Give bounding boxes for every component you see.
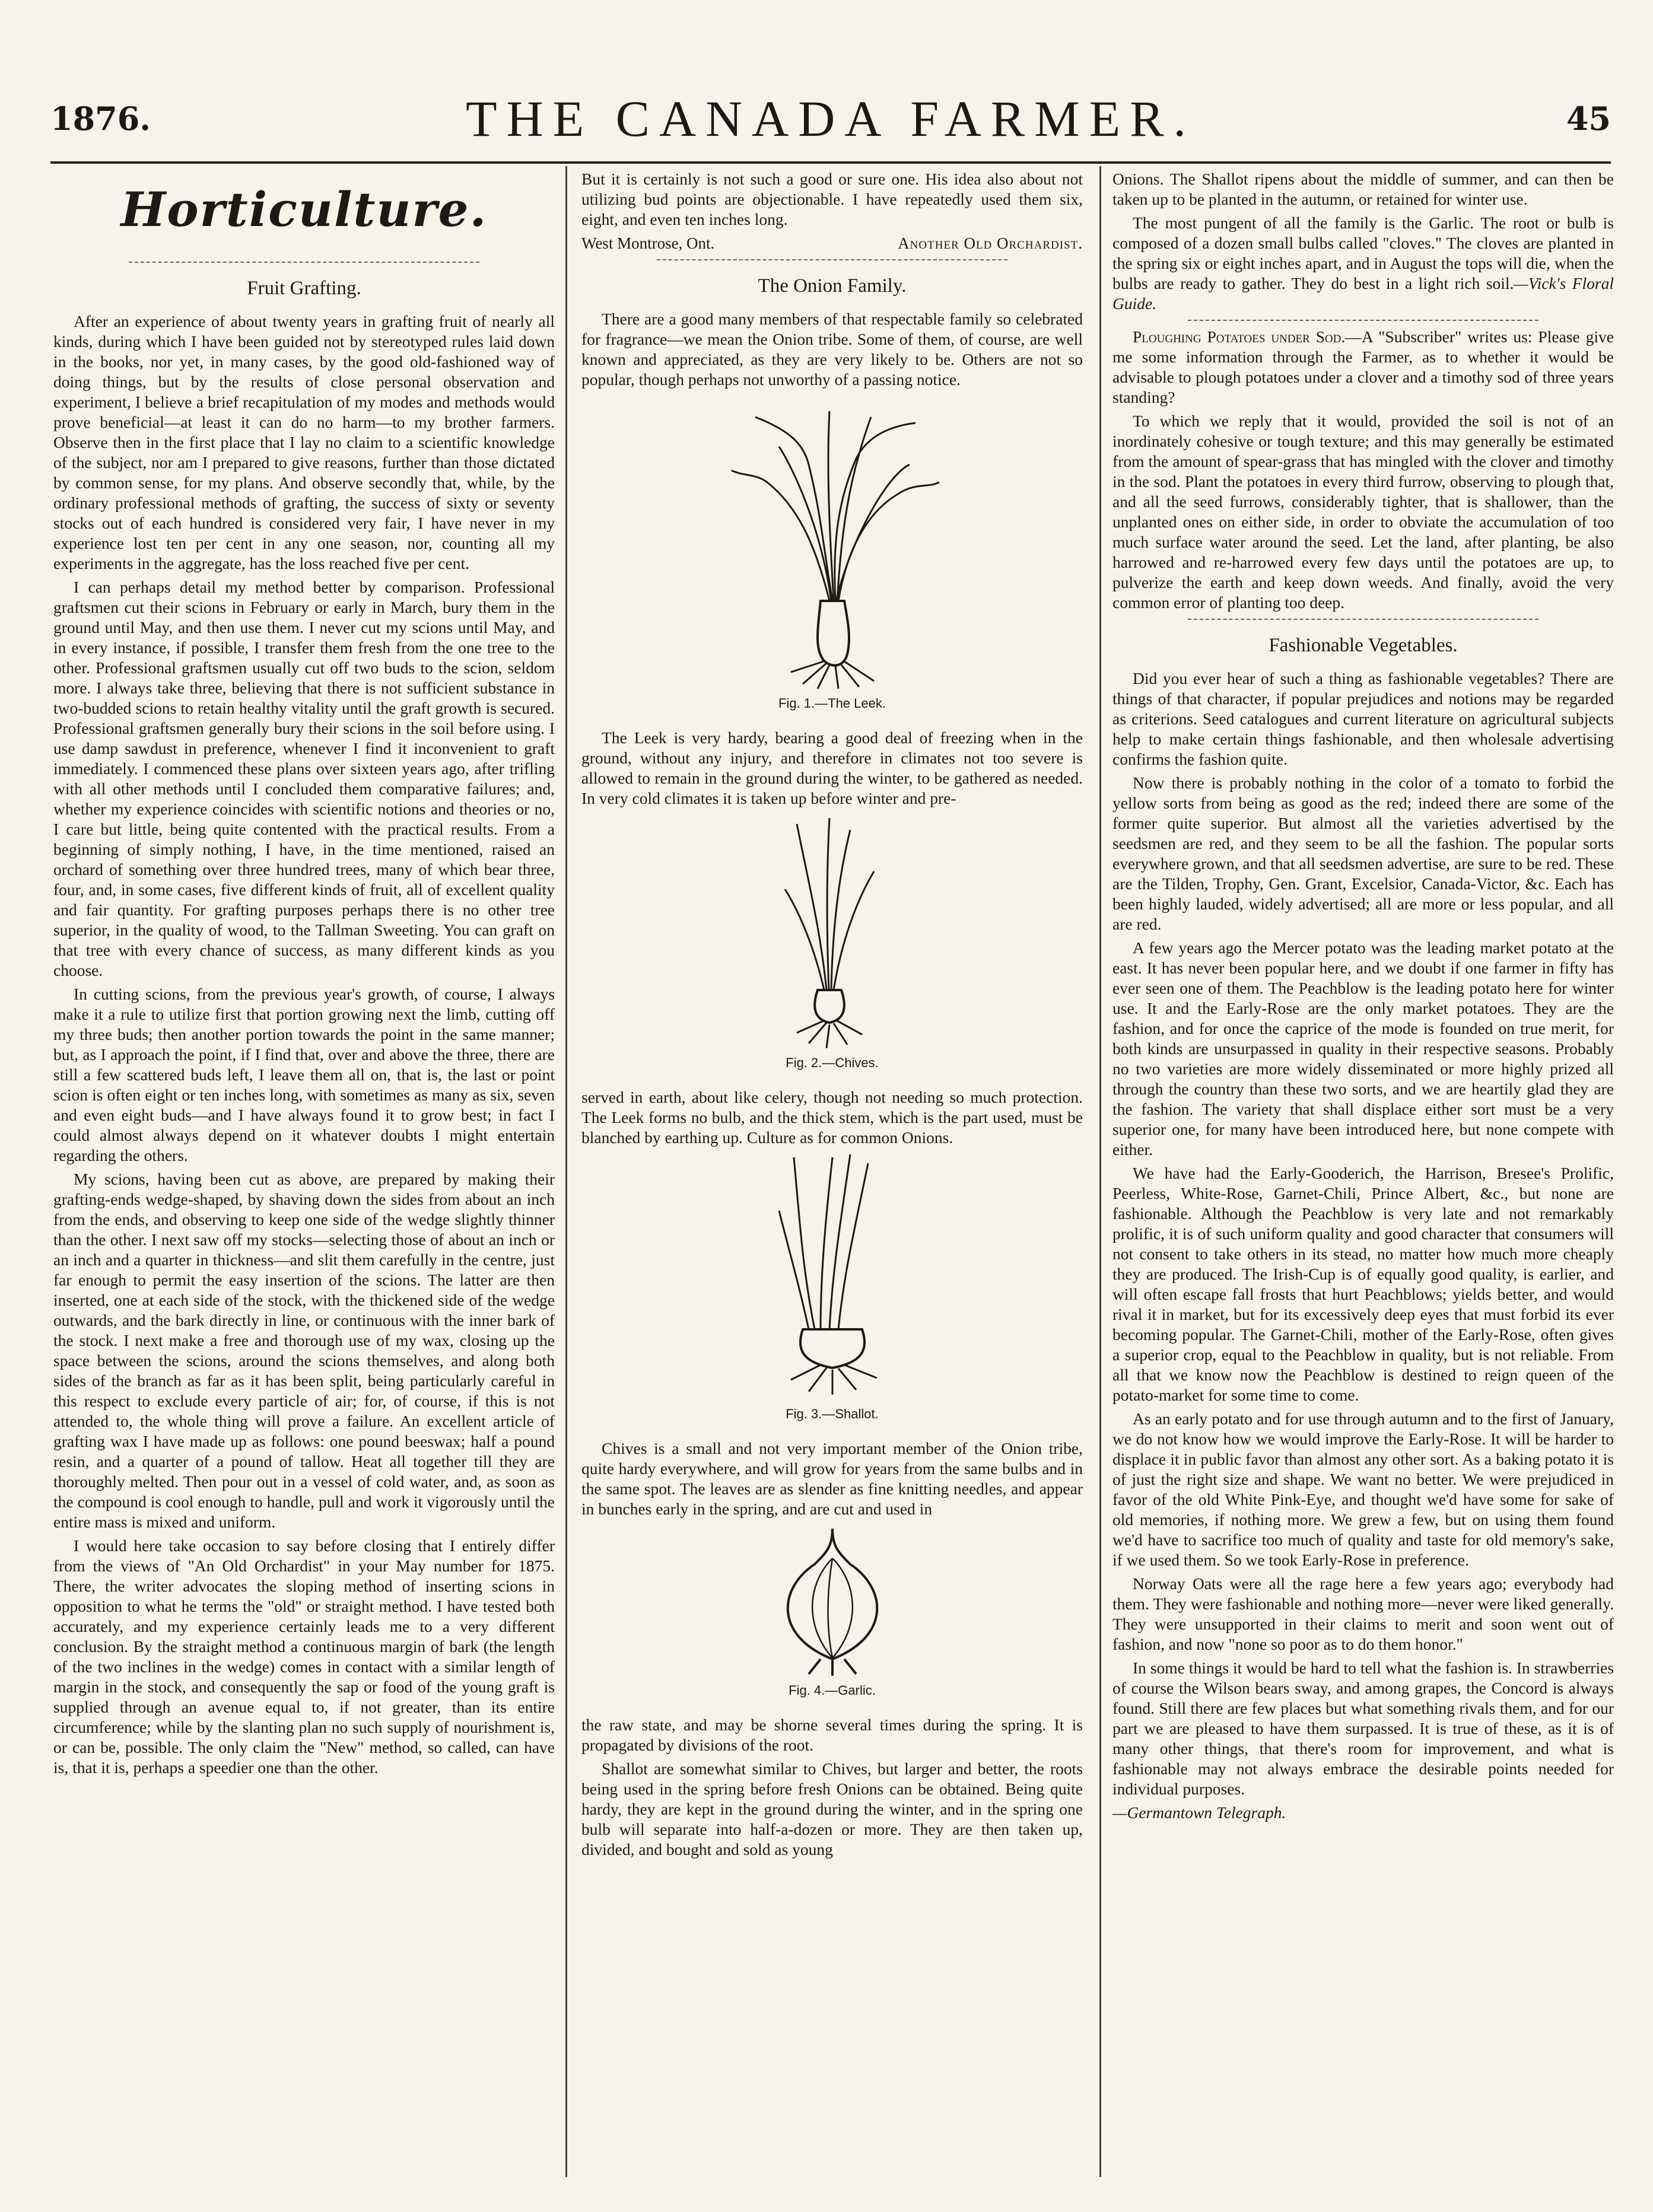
article-title: Fruit Grafting. bbox=[247, 278, 361, 299]
paragraph: There are a good many members of that respectable family so celebrated for fragrance—we mean the Onion tribe. Some of them, of course, are well known and appreciated, as they are very likely to be. Others are not so popular, though perhaps not unworthy of a passing notice. bbox=[581, 310, 1083, 389]
paragraph: I would here take occasion to say before closing that I entirely differ from the views of "An Old Orchardist" in your May number for 1875. There, the writer advocates the sloping method of inserting scions in opposition to what he terms the "old" or straight method. I have tested both accurately, and my experience certainly leads me to a very different conclusion. By the straight method a continuous margin of bark (the length of the two inclines in the wedge) comes in contact with a similar length of margin in the stock, and consequently the sap or food of the young graft is supplied through an avenue equal to, if not greater, than its entire circumference; while by the slanting plan no such supply of nourishment is, or can be, possible. The only claim the "New" method, so called, can have is, that it is, perhaps a speedier one than the other. bbox=[53, 1536, 555, 1777]
paragraph: After an experience of about twenty years in grafting fruit of nearly all kinds, during which I have been guided not by stereotyped rules laid down in the books, nor yet, in many cases, by the good old-fashioned way of doing things, but by the results of close personal observation and experiment, I believe a brief recapitulation of my modes and methods would prove beneficial—at least it can do no harm—to my brother farmers. Observe then in the first place that I lay no claim to a scientific knowledge of the subject, nor am I prepared to give reasons, further than those dictated by common sense, for my plans. And observe secondly that, while, by the ordinary professional methods of grafting, the success of sixty or seventy stocks out of each hundred is considered very fair, I have never in my experience lost ten per cent in any one season, nor, counting all my experiments in the aggregate, has the loss reached five per cent. bbox=[53, 312, 555, 572]
article-title: Fashionable Vegetables. bbox=[1269, 635, 1458, 656]
signature-place: West Montrose, Ont. bbox=[581, 234, 715, 252]
signature bbox=[581, 233, 1083, 253]
paragraph: In cutting scions, from the previous year's growth, of course, I always make it a rule to utilize first that portion growing next the limb, cutting off my three buds; then another portion towards the point in the same manner; but, as I approach the point, if I find that, over and above the three, there are still a few scattered buds left, I leave them all on, that is, the last or point scion is often eight or ten inches long, with sometimes as many as six, seven and even eight buds—and I have always found it to grow best; in fact I could almost always depend on it whatever doubts I might entertain regarding the others. bbox=[53, 985, 555, 1164]
source-credit-text: —Germantown Telegraph. bbox=[1112, 1803, 1286, 1822]
column-3 bbox=[1112, 169, 1614, 2177]
page-number: 45 bbox=[1566, 100, 1611, 138]
article-title: The Onion Family. bbox=[758, 275, 907, 297]
garlic-illustration bbox=[743, 1523, 921, 1677]
paragraph: As an early potato and for use through autumn and to the first of January, we do not know how we would improve the Early-Rose. It will be harder to displace it in public favor than almost any other sort. As a baking potato it is of just the right size and shape. We want no better. We were prejudiced in favor of the old White Pink-Eye, and thought we'd have some for sake of old memories, if nothing more. We grew a few, but on using them found we'd have to sacrifice too much of quality and taste for old memory's sake, if we used them. So we took Early-Rose in preference. bbox=[1112, 1409, 1614, 1569]
source-credit bbox=[1112, 1803, 1614, 1823]
separator bbox=[657, 259, 1008, 260]
paragraph: A few years ago the Mercer potato was the leading market potato at the east. It has never been popular here, and we doubt if one farmer in fifty has ever seen one of them. The Peachblow is the leading potato here for winter use. It and the Early-Rose are the only market potatoes. They are the fashion, and for once the caprice of the mode is founded on true merit, for both kinds are unsurpassed in quality in their respective seasons. Probably no two varieties are more widely disseminated or more highly prized all through the country than these two sorts, and we are heartily glad they are the fashion. The variety that shall displace either sort must be a very superior one, for many have been introduced here, but none compete with either. bbox=[1112, 938, 1614, 1158]
paragraph bbox=[1112, 327, 1614, 408]
paragraph: Chives is a small and not very important member of the Onion tribe, quite hardy everywhere, and will grow for years from the same bulbs and in the same spot. The leaves are as slender as fine knitting needles, and appear in bunches early in the spring, and are cut and used in bbox=[581, 1439, 1083, 1518]
paragraph-text: —A "Subscriber" writes us: Please give me some information through the Farmer, as to whether it would be advisable to plough potatoes under a clover and a timothy sod of three years standing? bbox=[1112, 327, 1614, 406]
chives-illustration bbox=[743, 812, 921, 1049]
figure-caption: Fig. 3.—Shallot. bbox=[786, 1406, 879, 1421]
paragraph bbox=[1112, 213, 1614, 314]
paragraph: served in earth, about like celery, though not needing so much protection. The Leek forms no bulb, and the thick stem, which is the part used, must be blanched by earthing up. Culture as for common Onions. bbox=[581, 1088, 1083, 1147]
paragraph: But it is certainly is not such a good or sure one. His idea also about not utilizing bud points are objectionable. I have repeatedly used them six, eight, and even ten inches long. bbox=[581, 170, 1083, 228]
figure-caption: Fig. 2.—Chives. bbox=[786, 1055, 879, 1070]
issue-year: 1876. bbox=[50, 100, 151, 138]
paragraph: My scions, having been cut as above, are prepared by making their grafting-ends wedge-shaped, by shaving down the sides from about an inch from the ends, and observing to keep one side of the wedge slightly thinner than the other. I next saw off my stocks—selecting those of about an inch or an inch and a quarter in thickness—and slit them carefully in the centre, just far enough to permit the easy insertion of the scions. The latter are then inserted, one at each side of the stock, with the thickened side of the wedge outwards, and the bark directly in line, or continuous with the inner bark of the stock. I next make a free and thorough use of my wax, closing up the space between the scions, around the scions themselves, and along both sides of the branch as far as it has been split, being particularly careful in this respect to exclude every particle of air; for, of course, if this is not attended to, the whole thing will prove a failure. An excellent article of grafting wax I have made up as follows: one pound beeswax; half a pound resin, and a quarter of a pound of tallow. Heat all together till they are thoroughly melted. Then pour out in a vessel of cold water, and, as soon as the compound is cool enough to handle, pull and work it vigorously until the entire mass is mixed and uniform. bbox=[53, 1170, 555, 1531]
shallot-illustration bbox=[743, 1151, 921, 1401]
paragraph-text: The most pungent of all the family is the Garlic. The root or bulb is composed of a dozen small bulbs called "cloves." The cloves are planted in the spring six or eight inches apart, and in August the tops will die, when the bulbs are ready to gather. They do best in a light rich soil. bbox=[1112, 214, 1614, 292]
paragraph: Did you ever hear of such a thing as fashionable vegetables? There are things of that character, if popular prejudices and notions may be regarded as criterions. Seed catalogues and current literature on agricultural subjects help to make certain things fashionable, and then wholesale advertising confirms the fashion quite. bbox=[1112, 669, 1614, 768]
paragraph: In some things it would be hard to tell what the fashion is. In strawberries of course the Wilson bears sway, and among grapes, the Concord is always found. Still there are few places but what something rivals them, and for our part we are pleased to have them surpassed. It is true of these, as it is of many other things, that there's room for improvement, and what is fashionable may not always embrace the desirable points needed for individual purposes. bbox=[1112, 1659, 1614, 1798]
paragraph: Shallot are somewhat similar to Chives, but larger and better, the roots being used in the spring before fresh Onions can be obtained. Being quite hardy, they are kept in the ground during the winter, and in the spring one bulb will separate into half-a-dozen or more. They are then taken up, divided, and bought and sold as young bbox=[581, 1759, 1083, 1858]
paragraph: the raw state, and may be shorne several times during the spring. It is propagated by divisions of the root. bbox=[581, 1716, 1083, 1754]
paragraph: We have had the Early-Gooderich, the Harrison, Bresee's Prolific, Peerless, White-Rose, Garnet-Chili, Prince Albert, &c., but none are fashionable. Although the Peachblow is very late and not remarkably prolific, it is of such uniform quality and good character that consumers will not consent to take others in its stead, no matter how much more cheaply they are produced. The Irish-Cup is of equally good quality, is earlier, and will often escape fall frosts that hurt Peachblows; yields better, and would rival it in market, but for its excessively deep eyes that must forbid its ever becoming popular. The Garnet-Chili, mother of the Early-Rose, often gives a superior crop, equal to the Peachblow in quality, but is not reliable. From all that we know now the Peachblow is destined to reign queen of the potato-market for some time to come. bbox=[1112, 1164, 1614, 1404]
leek-illustration bbox=[720, 393, 945, 690]
paragraph: Onions. The Shallot ripens about the middle of summer, and can then be taken up to be planted in the autumn, or retained for winter use. bbox=[1112, 170, 1614, 208]
article-lead: Ploughing Potatoes under Sod. bbox=[1133, 327, 1346, 346]
paragraph: Norway Oats were all the rage here a few years ago; everybody had them. They were fashionable and nothing more—never were liked generally. They were unsupported in their claims to merit and soon went out of fashion, and now "none so poor as to do them honor." bbox=[1112, 1574, 1614, 1653]
separator bbox=[1188, 320, 1539, 321]
signature-name: Another Old Orchardist. bbox=[898, 234, 1083, 252]
paragraph: The Leek is very hardy, bearing a good deal of freezing when in the ground, without any injury, and therefore in climates not too severe is allowed to remain in the ground during the winter, to be gathered as needed. In very cold climates it is taken up before winter and pre- bbox=[581, 728, 1083, 807]
newspaper-title: THE CANADA FARMER. bbox=[465, 90, 1196, 147]
separator bbox=[1188, 619, 1539, 620]
figure-caption: Fig. 4.—Garlic. bbox=[789, 1683, 876, 1698]
masthead bbox=[50, 89, 1611, 160]
figure-caption: Fig. 1.—The Leek. bbox=[778, 696, 886, 711]
column-1 bbox=[53, 169, 555, 2177]
column-2 bbox=[581, 169, 1083, 2177]
column-divider bbox=[565, 166, 567, 2177]
masthead-rule bbox=[50, 161, 1611, 164]
paragraph: I can perhaps detail my method better by comparison. Professional graftsmen cut their scions in February or early in March, bury them in the ground until May, and then use them. I never cut my scions until May, and in every instance, if possible, I transfer them fresh from the one tree to the other. Professional graftsmen usually cut off two buds to the scion, seldom more. I always take three, believing that there is not sufficient substance in two-budded scions to retain healthy vitality until the graft growth is secured. Professional graftsmen generally bury their scions in the soil before using. I use damp sawdust in preference, whenever I find it inconvenient to graft immediately. I commenced these plans over sixteen years ago, after trifling with all other methods until I concluded them comparative failures; and, whether my experience coincides with scientific notions and theories or no, I care but little, being quite contented with the practical results. From a beginning of simply nothing, I have, in the time mentioned, raised an orchard of something over three hundred trees, many of which bear three, four, and, in some cases, five different kinds of fruit, all of excellent quality and fair quantity. For grafting purposes perhaps there is no other tree superior, in the quality of wood, to the Tallman Sweeting. You can graft on that tree with every chance of success, as many different kinds as you choose. bbox=[53, 578, 555, 979]
column-divider bbox=[1099, 166, 1101, 2177]
paragraph: To which we reply that it would, provided the soil is not of an inordinately cohesive or tough texture; and this may generally be estimated from the amount of spear-grass that has mingled with the clover and timothy in the sod. Plant the potatoes in every third furrow, observing to plough that, and all the seed furrows, considerably tighter, that is shallower, than the unplanted ones on either side, in order to obviate the accumulation of too much surface water around the seed. Let the land, after planting, be also harrowed and re-harrowed every few days until the potatoes are up, to pulverize the earth and keep down weeds. And finally, avoid the very common error of planting too deep. bbox=[1112, 412, 1614, 612]
source-credit: —Vick's Floral Guide. bbox=[1112, 274, 1614, 313]
paragraph: Now there is probably nothing in the color of a tomato to forbid the yellow sorts from being as good as the red; indeed there are some of the former quite superior. But almost all the varieties advertised by the seedsmen are red, and they seem to be all the fashion. The popular sorts everywhere grown, and that all seedsmen advertise, are sure to be red. These are the Tilden, Trophy, Gen. Grant, Excelsior, Canada-Victor, &c. Each has been highly lauded, widely advertised; all are more or less popular, and all are red. bbox=[1112, 774, 1614, 933]
separator bbox=[129, 262, 480, 263]
section-title: Horticulture. bbox=[120, 182, 488, 237]
